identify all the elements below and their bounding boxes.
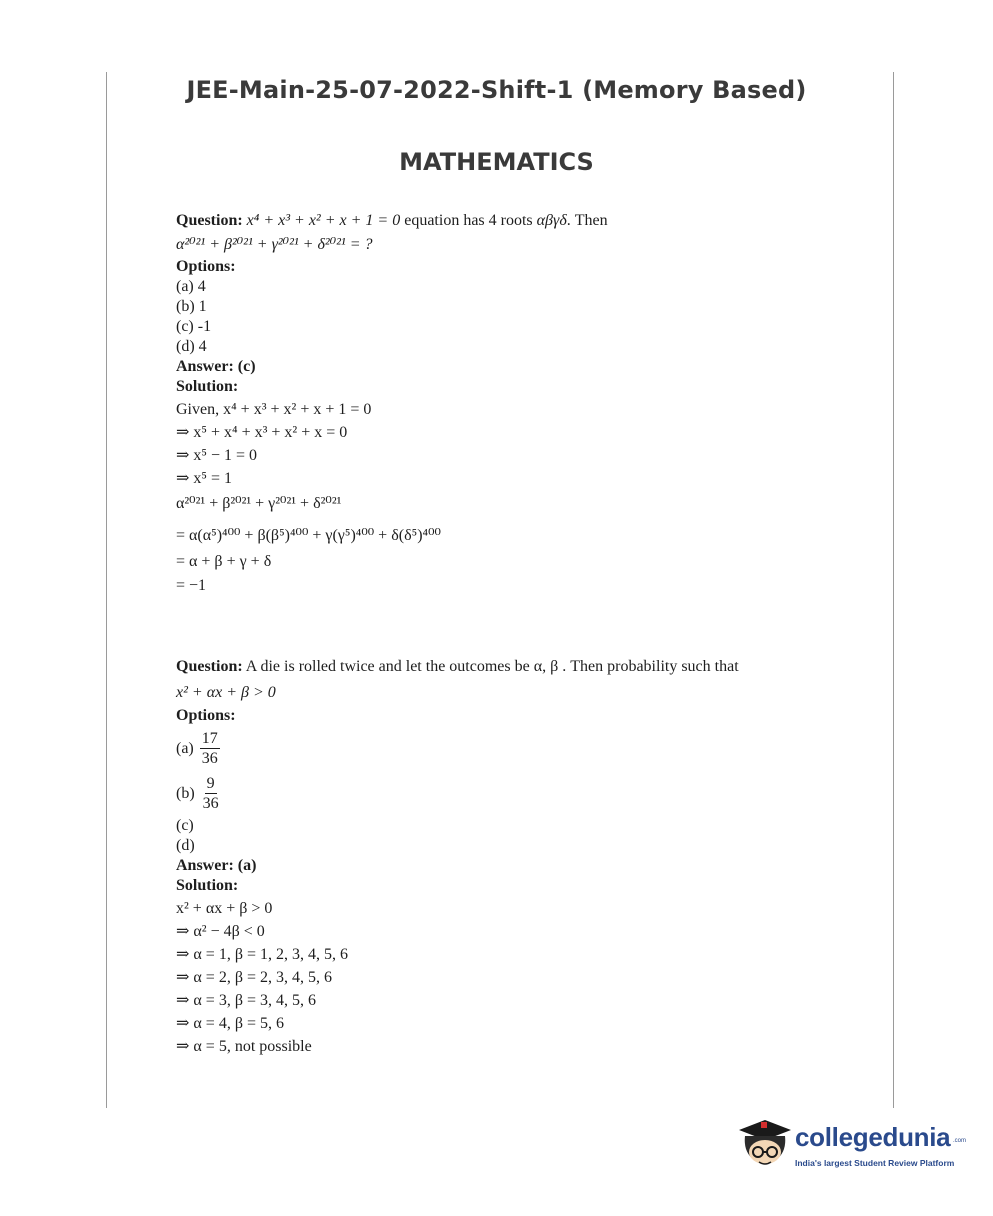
option-a-fraction <box>200 729 220 769</box>
question-2-label: Question: <box>176 658 243 675</box>
question-2-option-c: (c) <box>176 817 194 834</box>
question-1-option-b: (b) 1 <box>176 298 207 315</box>
question-1-label: Question: <box>176 212 243 229</box>
question-2-line-1 <box>176 657 816 677</box>
question-1-option-c: (c) -1 <box>176 318 212 335</box>
question-2-block <box>176 657 816 1057</box>
logo-dot-com: .com <box>953 1138 967 1144</box>
question-1-line-1 <box>176 211 816 231</box>
question-1-solution-line: ⇒ x⁵ − 1 = 0 <box>176 447 258 464</box>
question-1-option-d: (d) 4 <box>176 338 207 355</box>
question-2-solution-line: ⇒ α = 4, β = 5, 6 <box>176 1015 284 1032</box>
logo-tagline: India's largest Student Review Platform <box>795 1158 955 1168</box>
question-1-option-a: (a) 4 <box>176 278 206 295</box>
question-2-solution-line: ⇒ α² − 4β < 0 <box>176 923 265 940</box>
question-1-solution-line: Given, x⁴ + x³ + x² + x + 1 = 0 <box>176 401 372 418</box>
question-1-solution-line: α²⁰²¹ + β²⁰²¹ + γ²⁰²¹ + δ²⁰²¹ <box>176 495 342 512</box>
question-2-solution-line: ⇒ α = 2, β = 2, 3, 4, 5, 6 <box>176 969 332 986</box>
question-2-line-2: x² + αx + β > 0 <box>176 684 276 701</box>
question-1-text: equation has 4 roots <box>404 212 533 229</box>
question-1-solution-line: ⇒ x⁵ = 1 <box>176 470 233 487</box>
question-1-solution-line: = α(α⁵)⁴⁰⁰ + β(β⁵)⁴⁰⁰ + γ(γ⁵)⁴⁰⁰ + δ(δ⁵)⁴⁰⁰ <box>176 527 441 544</box>
question-1-options-label: Options: <box>176 258 236 275</box>
fraction-numerator: 9 <box>206 774 215 792</box>
document-title: JEE-Main-25-07-2022-Shift-1 (Memory Based) <box>186 76 807 104</box>
question-1-block <box>176 211 816 596</box>
question-1-then: . Then <box>566 212 608 229</box>
question-2-answer: Answer: (a) <box>176 857 257 874</box>
question-2-solution-line: ⇒ α = 1, β = 1, 2, 3, 4, 5, 6 <box>176 946 348 963</box>
question-2-option-a <box>176 726 816 771</box>
question-2-solution-line: ⇒ α = 3, β = 3, 4, 5, 6 <box>176 992 316 1009</box>
option-b-fraction <box>201 774 221 814</box>
question-1-solution-label: Solution: <box>176 378 239 395</box>
option-b-label: (b) <box>176 784 195 802</box>
question-2-options-label: Options: <box>176 707 236 724</box>
subject-heading: MATHEMATICS <box>399 148 594 176</box>
page-border-right <box>893 72 894 1108</box>
page-border-left <box>106 72 107 1108</box>
question-2-text: A die is rolled twice and let the outcomes be α, β . Then probability such that <box>245 658 739 675</box>
question-1-solution-line: = −1 <box>176 577 207 594</box>
mascot-icon <box>735 1110 795 1180</box>
question-1-equation: x⁴ + x³ + x² + x + 1 = 0 <box>246 212 401 229</box>
question-2-option-d: (d) <box>176 837 195 854</box>
question-2-option-b <box>176 771 816 816</box>
question-1-roots: αβγδ <box>536 212 567 229</box>
question-1-solution-line: = α + β + γ + δ <box>176 553 272 570</box>
question-2-solution-line: x² + αx + β > 0 <box>176 900 273 917</box>
question-2-solution-label: Solution: <box>176 877 239 894</box>
logo-wordmark: collegedunia <box>795 1122 951 1152</box>
fraction-denominator: 36 <box>201 749 218 767</box>
fraction-denominator: 36 <box>202 794 219 812</box>
option-a-label: (a) <box>176 739 194 757</box>
fraction-numerator: 17 <box>201 729 218 747</box>
question-1-answer: Answer: (c) <box>176 358 256 375</box>
collegedunia-logo <box>735 1110 965 1180</box>
question-1-solution-line: ⇒ x⁵ + x⁴ + x³ + x² + x = 0 <box>176 424 348 441</box>
question-2-solution-line: ⇒ α = 5, not possible <box>176 1038 312 1055</box>
question-1-line-2: α²⁰²¹ + β²⁰²¹ + γ²⁰²¹ + δ²⁰²¹ = ? <box>176 236 373 253</box>
